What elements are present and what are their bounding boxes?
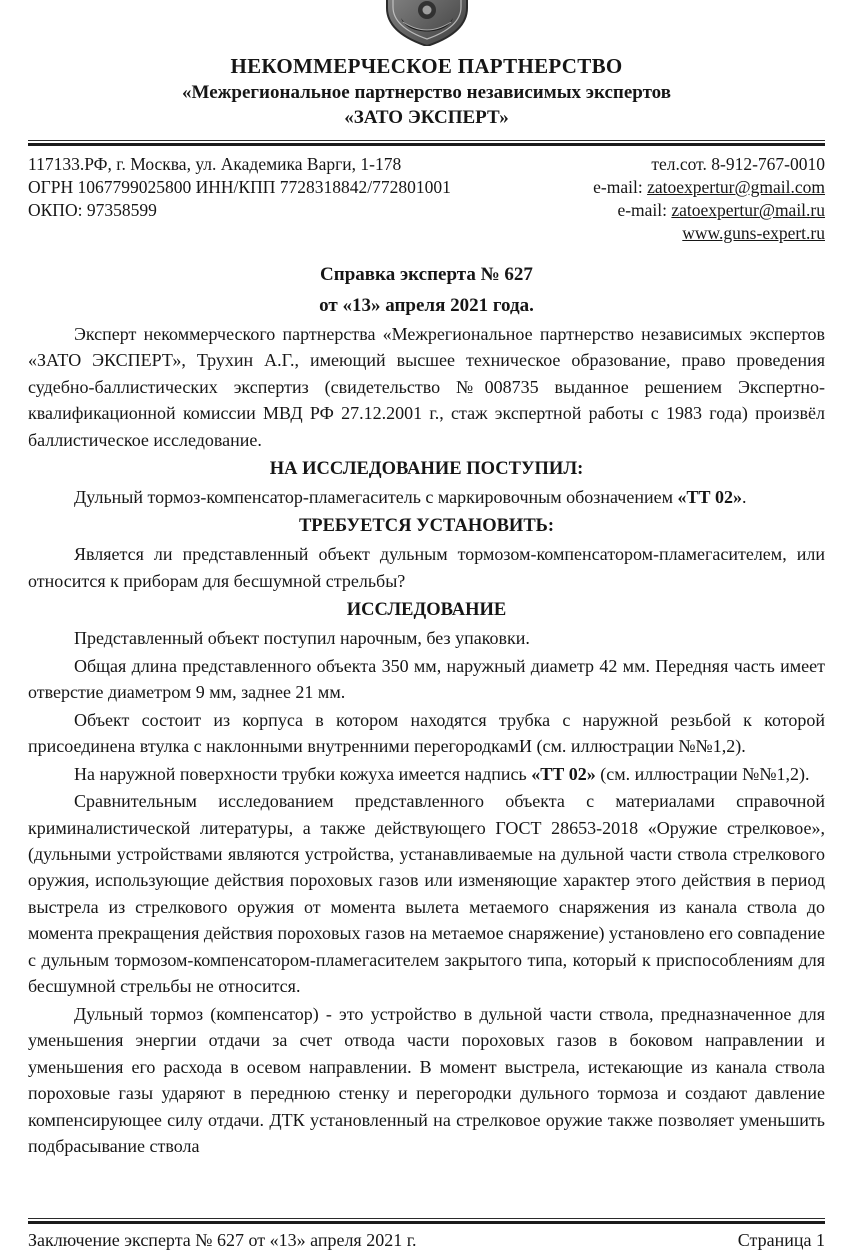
email-line-2 [593, 199, 825, 222]
section-heading-research: ИССЛЕДОВАНИЕ [346, 600, 507, 621]
received-marking: «ТТ 02» [677, 487, 742, 508]
org-name-line-1: НЕКОММЕРЧЕСКОЕ ПАРТНЕРСТВО [230, 54, 623, 78]
page-footer [28, 1218, 825, 1251]
research-paragraph-3: Объект состоит из корпуса в котором находятся трубка с наружной резьбой к которой присоединена втулка с наклонными внутренними перегородкамИ (см. иллюстрации №№1,2). [28, 709, 825, 757]
received-block [28, 484, 825, 510]
intro-paragraph-block [28, 321, 825, 453]
email-address-1[interactable]: zatoexpertur@gmail.com [647, 176, 825, 197]
document-date: от «13» апреля 2021 года. [319, 294, 534, 316]
received-text-after: . [741, 487, 747, 508]
document-title: Справка эксперта № 627 [320, 263, 533, 285]
org-name-line-3: «ЗАТО ЭКСПЕРТ» [344, 106, 509, 128]
address-line: 117133.РФ, г. Москва, ул. Академика Варги, 1-178 [28, 153, 402, 174]
contact-right-column [593, 153, 825, 246]
tube-marking: «ТТ 02» [531, 763, 596, 784]
section-heading-received: НА ИССЛЕДОВАНИЕ ПОСТУПИЛ: [269, 459, 584, 480]
received-text-before: Дульный тормоз-компенсатор-пламегаситель с маркировочным обозначением [74, 487, 678, 508]
website-link[interactable]: www.guns-expert.ru [682, 223, 825, 244]
footer-reference: Заключение эксперта № 627 от «13» апреля 2021 г. [28, 1230, 417, 1250]
emblem-container [28, 0, 825, 46]
phone-line: тел.сот. 8-912-767-0010 [651, 153, 825, 174]
research-paragraph-6: Дульный тормоз (компенсатор) - это устройство в дульной части ствола, предназначенное для уменьшения энергии отдачи за счет отвода части пороховых газов в боковом направлении и уменьшения его расхода в осевом направлении. В момент выстрела, истекающие из канала ствола пороховые газы ударяют в переднюю стенку и перегородки дульного тормоза и создают давление компенсирующее силу отдачи. ДТК установленный на стрелковое оружие также позволяет уменьшить подбрасывание ствола [28, 1003, 825, 1156]
email-line-1 [593, 176, 825, 199]
website-line [593, 222, 825, 245]
received-paragraph [28, 484, 825, 510]
research-paragraph-5: Сравнительным исследованием представленного объекта с материалами справочной криминалистической литературы, а также действующего ГОСТ 28653-2018 «Оружие стрелковое», (дульными устройствами являются устройства, устанавливаемые на дульной части ствола стрелкового оружия, использующие действия пороховых газов или изменяющие характер этого действия в период выстрела из стрелкового оружия от момента вылета метаемого снаряжения из канала ствола до момента прекращения действия пороховых газов на метаемое снаряжение) установлено его совпадение с дульным тормозом-компенсатором-пламегасителем закрытого типа, который к приспособлениям для бесшумной стрельбы не относится. [28, 791, 825, 997]
research-paragraph-2: Общая длина представленного объекта 350 мм, наружный диаметр 42 мм. Передняя часть имеет отверстие диаметром 9 мм, заднее 21 мм. [28, 655, 825, 703]
email-label-2: e-mail: [617, 200, 667, 221]
ogrn-inn-line: ОГРН 1067799025800 ИНН/КПП 7728318842/772801001 [28, 176, 451, 197]
research-paragraph-4 [28, 761, 825, 787]
okpo-line: ОКПО: 97358599 [28, 200, 157, 221]
research-paragraph-1: Представленный объект поступил нарочным, без упаковки. [74, 628, 530, 649]
research-block [28, 625, 825, 1159]
marking-text-before: На наружной поверхности трубки кожуха имеется надпись [74, 763, 532, 784]
marking-text-after: (см. иллюстрации №№1,2). [595, 763, 810, 784]
section-heading-question: ТРЕБУЕТСЯ УСТАНОВИТЬ: [298, 516, 555, 537]
org-name-line-2: «Межрегиональное партнерство независимых экспертов [182, 82, 671, 104]
footer-page-number: Страница 1 [737, 1230, 825, 1250]
contact-block [28, 153, 825, 246]
question-paragraph: Является ли представленный объект дульным тормозом-компенсатором-пламегасителем, или относится к приборам для бесшумной стрельбы? [28, 544, 825, 591]
header-divider [28, 140, 825, 146]
footer-divider [28, 1218, 825, 1224]
organization-header [28, 54, 825, 130]
email-label-1: e-mail: [593, 176, 643, 197]
shield-emblem-icon [381, 0, 473, 46]
contact-left-column [28, 153, 451, 223]
email-address-2[interactable]: zatoexpertur@mail.ru [671, 200, 825, 221]
intro-paragraph: Эксперт некоммерческого партнерства «Межрегиональное партнерство независимых экспертов «ЗАТО ЭКСПЕРТ», Трухин А.Г., имеющий высшее техническое образование, право проведения судебно-баллистических экспертиз (свидетельство №008735 выданное решением Экспертно-квалификационной комиссии МВД РФ 27.12.2001 г., стаж экспертной работы с 1983 года) произвёл баллистическое исследование. [28, 323, 825, 450]
question-block [28, 541, 825, 594]
footer-row [28, 1230, 825, 1251]
